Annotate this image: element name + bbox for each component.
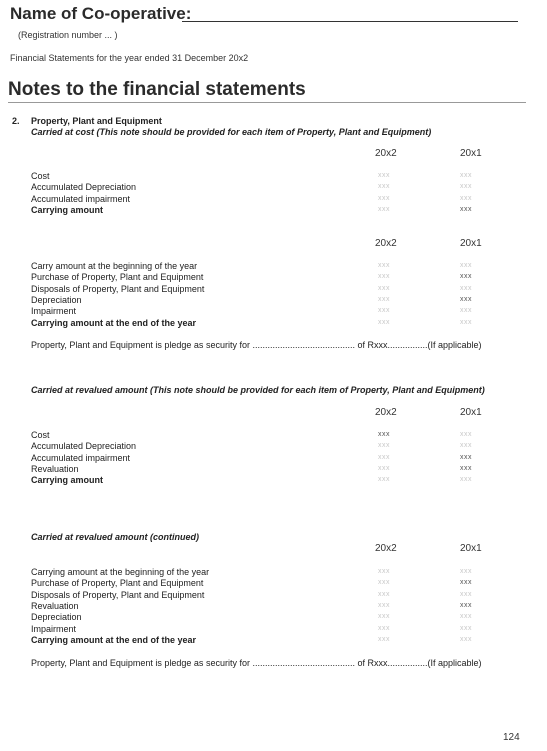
col-head-20x2: 20x2 bbox=[375, 148, 397, 159]
value-20x2: xxx bbox=[378, 590, 390, 598]
value-20x2: xxx bbox=[378, 295, 390, 303]
value-20x1: xxx bbox=[460, 476, 472, 484]
row-label: Carrying amount bbox=[31, 475, 104, 486]
value-20x2: xxx bbox=[378, 183, 390, 191]
value-20x1: xxx bbox=[460, 613, 472, 621]
value-20x2: xxx bbox=[378, 635, 390, 643]
value-20x2: xxx bbox=[378, 476, 390, 484]
value-20x1: xxx bbox=[460, 431, 472, 438]
value-20x2: xxx bbox=[378, 442, 390, 450]
registration-number: (Registration number ... ) bbox=[18, 30, 118, 40]
value-20x1: xxx bbox=[460, 295, 472, 303]
col-head-20x1: 20x1 bbox=[460, 238, 482, 249]
row-label: Impairment bbox=[31, 306, 77, 317]
row-label: Accumulated Depreciation bbox=[31, 441, 137, 452]
row-label: Carry amount at the beginning of the year bbox=[31, 261, 198, 271]
value-20x1: xxx bbox=[460, 273, 472, 281]
value-20x2: xxx bbox=[378, 262, 390, 269]
row-label: Carrying amount at the beginning of the year bbox=[31, 567, 210, 577]
value-20x1: xxx bbox=[460, 318, 472, 326]
col-head-20x1: 20x1 bbox=[460, 148, 482, 159]
value-20x2: xxx bbox=[378, 624, 390, 632]
value-20x2: xxx bbox=[378, 613, 390, 621]
col-head-20x2: 20x2 bbox=[375, 238, 397, 249]
row-label: Disposals of Property, Plant and Equipment bbox=[31, 283, 205, 294]
pledge-text: Property, Plant and Equipment is pledge as security for ......................................... of Rxxx................(If applicable) bbox=[31, 340, 482, 350]
value-20x1: xxx bbox=[460, 442, 472, 450]
value-20x1: xxx bbox=[460, 568, 472, 575]
value-20x2: xxx bbox=[378, 579, 390, 587]
value-20x1: xxx bbox=[460, 601, 472, 609]
revalued-subtitle: Carried at revalued amount (This note should be provided for each item of Property, Plant and Equipment) bbox=[31, 385, 485, 395]
value-20x1: xxx bbox=[460, 307, 472, 315]
value-20x1: xxx bbox=[460, 464, 472, 472]
page-number: 124 bbox=[503, 732, 520, 743]
value-20x1: xxx bbox=[460, 590, 472, 598]
value-20x2: xxx bbox=[378, 273, 390, 281]
value-20x1: xxx bbox=[460, 172, 472, 179]
pledge-text: Property, Plant and Equipment is pledge as security for ......................................... of Rxxx................(If applicable) bbox=[31, 658, 482, 668]
row-label: Impairment bbox=[31, 623, 77, 634]
value-20x2: xxx bbox=[378, 318, 390, 326]
cost-subtitle: Carried at cost (This note should be provided for each item of Property, Plant and Equipment) bbox=[31, 127, 432, 137]
value-20x2: xxx bbox=[378, 568, 390, 575]
section-title: Property, Plant and Equipment bbox=[31, 116, 162, 126]
fs-year-line: Financial Statements for the year ended 31 December 20x2 bbox=[10, 53, 249, 63]
row-label: Purchase of Property, Plant and Equipment bbox=[31, 272, 204, 283]
row-label: Cost bbox=[31, 430, 50, 440]
row-label: Depreciation bbox=[31, 612, 82, 623]
value-20x1: xxx bbox=[460, 194, 472, 202]
coop-name-label: Name of Co-operative: bbox=[10, 4, 192, 23]
value-20x2: xxx bbox=[378, 194, 390, 202]
value-20x1: xxx bbox=[460, 624, 472, 632]
value-20x1: xxx bbox=[460, 579, 472, 587]
value-20x1: xxx bbox=[460, 205, 472, 213]
col-head-20x2: 20x2 bbox=[375, 407, 397, 418]
row-label: Accumulated impairment bbox=[31, 193, 131, 204]
row-label: Purchase of Property, Plant and Equipment bbox=[31, 578, 204, 589]
value-20x2: xxx bbox=[378, 205, 390, 213]
col-head-20x2: 20x2 bbox=[375, 543, 397, 554]
row-label: Revaluation bbox=[31, 463, 79, 474]
col-head-20x1: 20x1 bbox=[460, 407, 482, 418]
value-20x1: xxx bbox=[460, 262, 472, 269]
value-20x1: xxx bbox=[460, 284, 472, 292]
row-label: Depreciation bbox=[31, 294, 82, 305]
value-20x1: xxx bbox=[460, 453, 472, 461]
value-20x2: xxx bbox=[378, 284, 390, 292]
row-label: Accumulated Depreciation bbox=[31, 182, 137, 193]
value-20x2: xxx bbox=[378, 172, 390, 179]
row-label: Carrying amount at the end of the year bbox=[31, 317, 197, 328]
row-label: Accumulated impairment bbox=[31, 452, 131, 463]
section-number: 2. bbox=[12, 116, 20, 126]
col-head-20x1: 20x1 bbox=[460, 543, 482, 554]
revalued-cont-subtitle: Carried at revalued amount (continued) bbox=[31, 532, 200, 542]
row-label: Carrying amount bbox=[31, 204, 104, 215]
value-20x2: xxx bbox=[378, 431, 390, 438]
row-label: Revaluation bbox=[31, 600, 79, 611]
row-label: Carrying amount at the end of the year bbox=[31, 634, 197, 645]
value-20x2: xxx bbox=[378, 601, 390, 609]
value-20x1: xxx bbox=[460, 183, 472, 191]
row-label: Disposals of Property, Plant and Equipment bbox=[31, 589, 205, 600]
value-20x2: xxx bbox=[378, 453, 390, 461]
title-rule bbox=[8, 102, 526, 103]
value-20x2: xxx bbox=[378, 464, 390, 472]
value-20x1: xxx bbox=[460, 635, 472, 643]
row-label: Cost bbox=[31, 171, 50, 181]
value-20x2: xxx bbox=[378, 307, 390, 315]
notes-title: Notes to the financial statements bbox=[8, 79, 306, 100]
coop-name-line bbox=[182, 21, 518, 22]
